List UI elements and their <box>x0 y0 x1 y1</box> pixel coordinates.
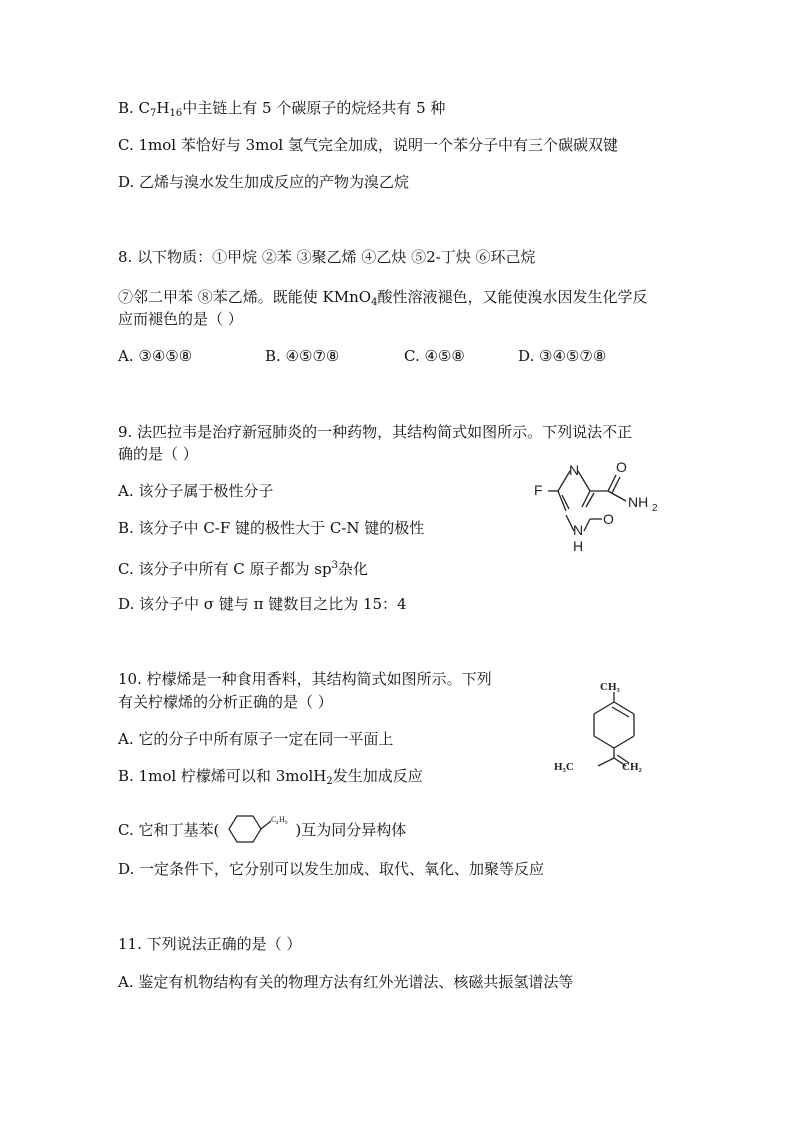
butyl-h-label: H <box>279 815 286 824</box>
q8-text: 酸性溶液褪色，又能使溴水因发生化学反 <box>377 288 648 306</box>
q10-stem-line2: 有关柠檬烯的分析正确的是（ ） <box>118 693 333 711</box>
q10-text: C. 它和丁基苯( <box>118 821 220 839</box>
favipiravir-structure <box>530 455 680 555</box>
methyl-label: CH₃ <box>600 681 620 693</box>
subscript: 7 <box>150 108 157 119</box>
q10-option-c <box>118 813 406 845</box>
q8-stem-line1: 8. 以下物质：①甲烷 ②苯 ③聚乙烯 ④乙炔 ⑤2-丁炔 ⑥环己烷 <box>118 248 536 266</box>
butylbenzene-structure <box>219 813 295 845</box>
q9-option-a: A. 该分子属于极性分子 <box>118 482 274 500</box>
ring-h-label: H <box>573 538 584 554</box>
q9-stem-line1: 9. 法匹拉韦是治疗新冠肺炎的一种药物，其结构简式如图所示。下列说法不正 <box>118 423 633 441</box>
amide-sub-label: 2 <box>652 503 658 514</box>
q8-option-d: D. ③④⑤⑦⑧ <box>518 347 607 365</box>
superscript: 3 <box>331 560 338 571</box>
q7-option-d: D. 乙烯与溴水发生加成反应的产物为溴乙烷 <box>118 173 410 191</box>
limonene-structure <box>550 676 670 776</box>
h3c-label: H₃C <box>554 761 574 773</box>
q8-option-b: B. ④⑤⑦⑧ <box>265 347 340 365</box>
fluorine-label: F <box>534 482 543 498</box>
q10-option-a: A. 它的分子中所有原子一定在同一平面上 <box>118 730 394 748</box>
q8-option-c: C. ④⑤⑧ <box>404 347 465 365</box>
ring-nitrogen-label: N <box>569 462 580 478</box>
subscript: 2 <box>326 776 333 787</box>
q10-option-d: D. 一定条件下，它分别可以发生加成、取代、氧化、加聚等反应 <box>118 860 545 878</box>
q10-text: 发生加成反应 <box>332 767 423 785</box>
q11-stem: 11. 下列说法正确的是（ ） <box>118 935 302 953</box>
q8-option-a: A. ③④⑤⑧ <box>118 347 193 365</box>
amide-nh-label: NH <box>628 494 649 510</box>
butyl-h-sub: 9 <box>285 821 288 826</box>
carbonyl-oxygen-label: O <box>616 459 627 475</box>
q8-stem-line3: 应而褪色的是（ ） <box>118 310 243 328</box>
q10-text: )互为同分异构体 <box>295 821 407 839</box>
q7-option-b-text: 中主链上有 5 个碳原子的烷烃共有 5 种 <box>182 99 446 117</box>
q9-text: 杂化 <box>337 560 368 578</box>
butyl-c-label: C <box>271 815 277 824</box>
subscript: 16 <box>169 108 183 119</box>
q7-option-b-text: B. C <box>118 99 151 117</box>
q7-option-c: C. 1mol 苯恰好与 3mol 氢气完全加成，说明一个苯分子中有三个碳碳双键 <box>118 136 618 154</box>
q9-stem-line2: 确的是（ ） <box>118 445 198 463</box>
q9-text: C. 该分子中所有 C 原子都为 sp <box>118 560 332 578</box>
q9-option-d: D. 该分子中 σ 键与 π 键数目之比为 15：4 <box>118 595 407 613</box>
ring-nh-label: N <box>573 522 584 538</box>
q7-option-b-text: H <box>156 99 170 117</box>
butyl-c-sub: 4 <box>276 821 279 826</box>
q11-option-a: A. 鉴定有机物结构有关的物理方法有红外光谱法、核磁共振氢谱法等 <box>118 973 574 991</box>
q9-option-c <box>118 556 368 579</box>
ring-oxygen-label: O <box>603 511 614 527</box>
q8-text: ⑦邻二甲苯 ⑧苯乙烯。既能使 KMnO <box>118 288 372 306</box>
q10-stem-line1: 10. 柠檬烯是一种食用香料，其结构简式如图所示。下列 <box>118 670 492 688</box>
q9-option-b: B. 该分子中 C-F 键的极性大于 C-N 键的极性 <box>118 519 425 537</box>
q7-option-b <box>118 98 445 124</box>
q10-text: B. 1mol 柠檬烯可以和 3molH <box>118 767 327 785</box>
methylene-label: CH₂ <box>622 761 642 773</box>
q10-option-b <box>118 766 423 792</box>
subscript: 4 <box>371 297 378 308</box>
